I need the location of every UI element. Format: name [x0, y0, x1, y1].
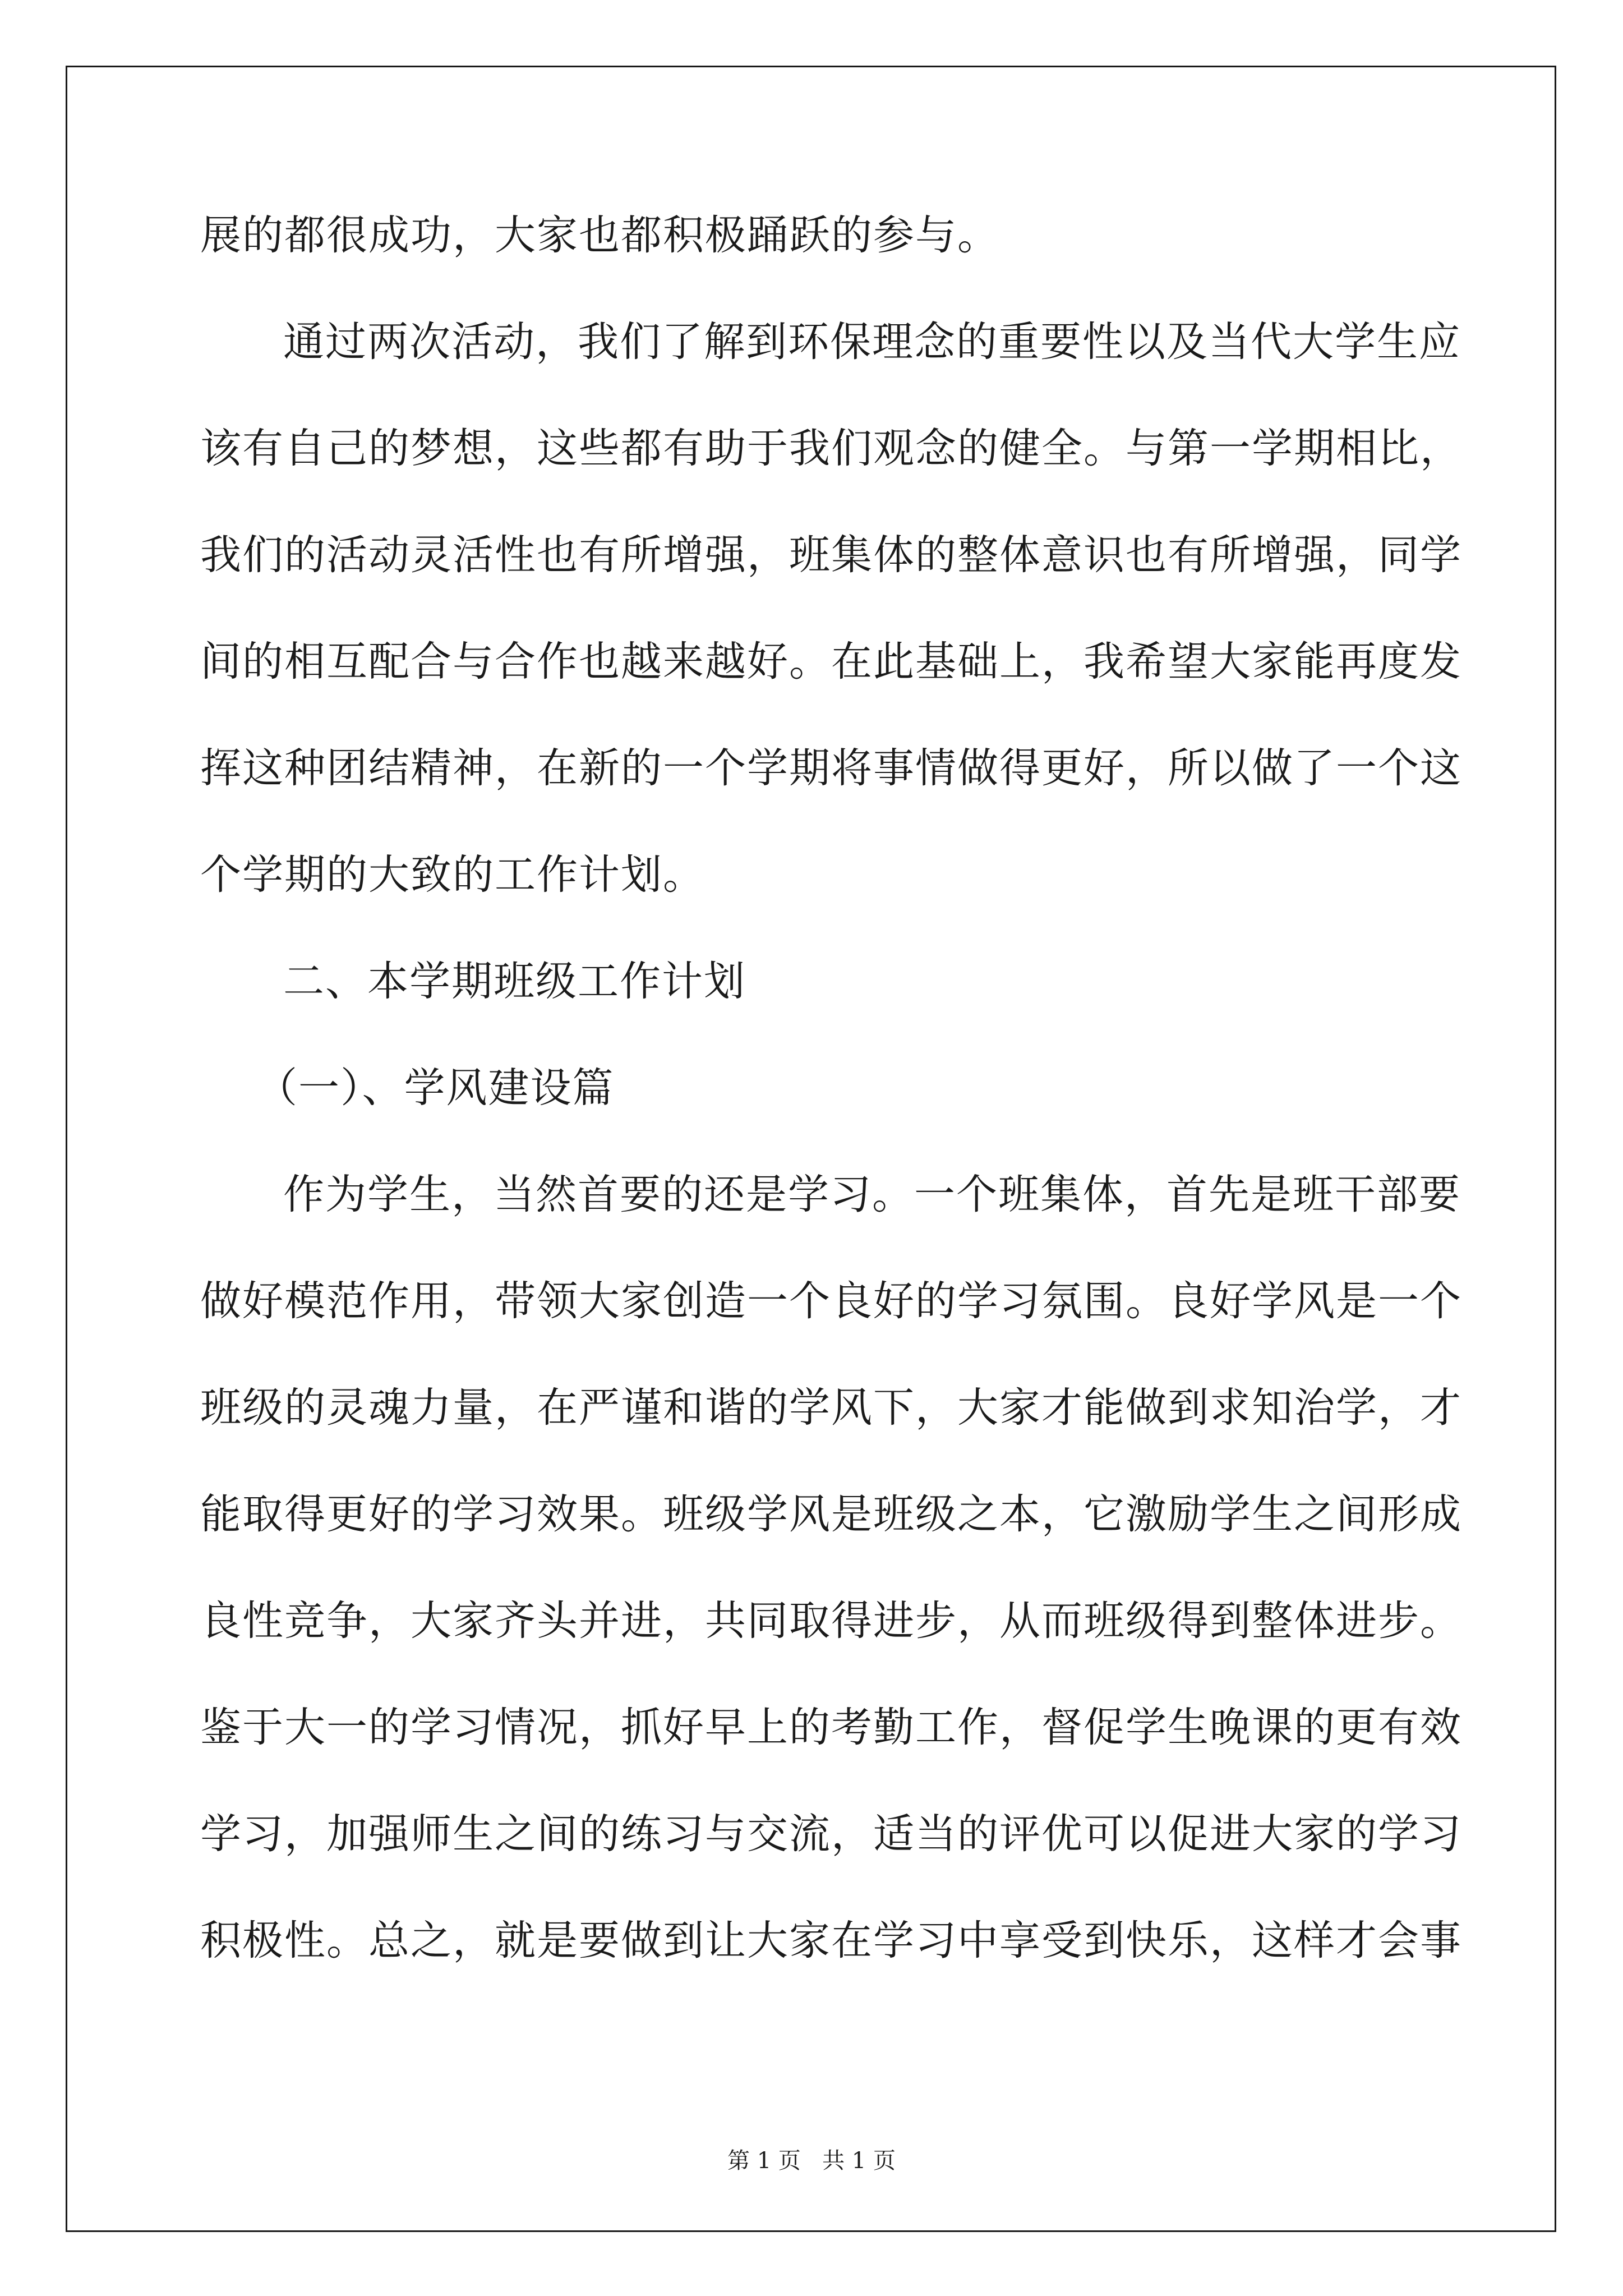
paragraph-line: 做好模范作用，带领大家创造一个良好的学习氛围。良好学风是一个 [200, 1277, 1462, 1325]
paragraph-line: 班级的灵魂力量，在严谨和谐的学风下，大家才能做到求知治学，才 [200, 1384, 1462, 1432]
paragraph-line: 良性竞争，大家齐头并进，共同取得进步，从而班级得到整体进步。 [200, 1597, 1462, 1645]
subsection-heading: （一）、学风建设篇 [256, 1064, 615, 1112]
page-footer: 第 1 页 共 1 页 [727, 2148, 896, 2174]
paragraph-line: 能取得更好的学习效果。班级学风是班级之本，它激励学生之间形成 [200, 1490, 1462, 1538]
paragraph-line: 鉴于大一的学习情况，抓好早上的考勤工作，督促学生晚课的更有效 [200, 1704, 1462, 1751]
paragraph-line: 作为学生，当然首要的还是学习。一个班集体，首先是班干部要 [283, 1171, 1461, 1218]
paragraph-line: 学习，加强师生之间的练习与交流，适当的评优可以促进大家的学习 [200, 1810, 1462, 1858]
paragraph-line: 间的相互配合与合作也越来越好。在此基础上，我希望大家能再度发 [200, 638, 1462, 685]
paragraph-line: 通过两次活动，我们了解到环保理念的重要性以及当代大学生应 [283, 318, 1461, 366]
paragraph-line: 我们的活动灵活性也有所增强，班集体的整体意识也有所增强，同学 [200, 531, 1462, 579]
paragraph-line: 挥这种团结精神，在新的一个学期将事情做得更好，所以做了一个这 [200, 744, 1462, 792]
paragraph-line: 积极性。总之，就是要做到让大家在学习中享受到快乐，这样才会事 [200, 1917, 1462, 1964]
section-heading: 二、本学期班级工作计划 [283, 958, 746, 1005]
page-border [66, 66, 1556, 2232]
paragraph-line: 该有自己的梦想，这些都有助于我们观念的健全。与第一学期相比， [200, 425, 1462, 472]
paragraph-line: 个学期的大致的工作计划。 [200, 851, 705, 899]
paragraph-line: 展的都很成功，大家也都积极踊跃的参与。 [200, 211, 999, 259]
